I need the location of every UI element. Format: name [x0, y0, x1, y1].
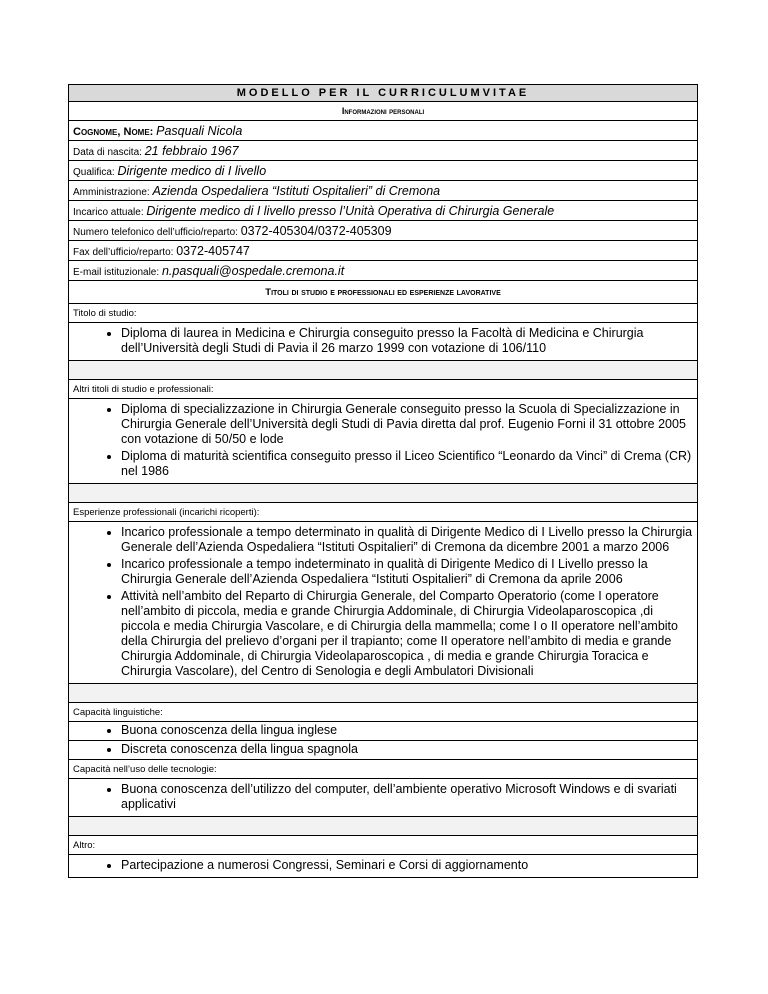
list-item: • Attività nell’ambito del Reparto di Chirurgia Generale, del Comparto Operatorio (come I operatore nell’ambito di piccola, media e grande Chirurgia Addominale, di Chirurgia Videolaparoscopica ,di piccola e media Chirurgia Vascolare, e di Chirurgia della mammella; come I o II operatore nell’ambito della Chirurgia del prelievo d’organi per il trapianto; come II operatore nell’ambito di media e grande Chirurgia Addominale, di Chirurgia Videolaparoscopica , di media e grande Chirurgia Toracica e Chirurgia Vascolare), del Centro di Senologia e degli Ambulatori Divisionali	[121, 589, 693, 679]
admin-label: Amministrazione:	[73, 186, 150, 198]
name-label: Cognome, Nome:	[73, 125, 154, 138]
role-row	[69, 161, 698, 181]
altro-content	[69, 855, 698, 878]
phone-label: Numero telefonico dell’ufficio/reparto:	[73, 226, 238, 238]
cv-table	[68, 84, 698, 878]
document-title: MODELLO PER IL CURRICULUMVITAE	[69, 85, 698, 102]
tecnologie-label: Capacità nell’uso delle tecnologie:	[69, 760, 698, 779]
lingue-item-1-cell	[69, 741, 698, 760]
studio-list	[73, 326, 693, 356]
fax-row	[69, 241, 698, 261]
esperienze-label: Esperienze professionali (incarichi ricoperti):	[69, 503, 698, 522]
cv-document	[68, 84, 698, 878]
lingue-label: Capacità linguistiche:	[69, 703, 698, 722]
job-value: Dirigente medico di I livello presso l’Unità Operativa di Chirurgia Generale	[146, 203, 555, 218]
admin-value: Azienda Ospedaliera “Istituti Ospitalieri” di Cremona	[152, 183, 441, 198]
email-row	[69, 261, 698, 281]
altro-label: Altro:	[69, 836, 698, 855]
birth-row	[69, 141, 698, 161]
esperienze-content	[69, 522, 698, 684]
name-value: Pasquali Nicola	[156, 123, 243, 138]
tecnologie-content	[69, 779, 698, 817]
name-row	[69, 121, 698, 141]
altro-list	[73, 858, 693, 873]
studio-content	[69, 323, 698, 361]
list-item: • Incarico professionale a tempo indeterminato in qualità di Dirigente Medico di I Livello presso la Chirurgia Generale dell’Azienda Ospedaliera “Istituti Ospitalieri” di Cremona da aprile 2006	[121, 557, 693, 587]
altri-titoli-content	[69, 399, 698, 484]
email-label: E-mail istituzionale:	[73, 266, 160, 278]
birth-label: Data di nascita:	[73, 146, 142, 158]
altri-titoli-label: Altri titoli di studio e professionali:	[69, 380, 698, 399]
list-item: • Diploma di laurea in Medicina e Chirurgia conseguito presso la Facoltà di Medicina e Chirurgia dell’Università degli Studi di Pavia il 26 marzo 1999 con votazione di 106/110	[121, 326, 693, 356]
spacer-row	[69, 684, 698, 703]
spacer-row	[69, 817, 698, 836]
list-item: • Buona conoscenza dell’utilizzo del computer, dell’ambiente operativo Microsoft Windows e di svariati applicativi	[121, 782, 693, 812]
esperienze-list	[73, 525, 693, 679]
tecnologie-list	[73, 782, 693, 812]
spacer-row	[69, 484, 698, 503]
fax-label: Fax dell’ufficio/reparto:	[73, 246, 174, 258]
role-value: Dirigente medico di I livello	[117, 163, 267, 178]
spacer-row	[69, 361, 698, 380]
fax-value: 0372-405747	[176, 243, 250, 258]
admin-row	[69, 181, 698, 201]
list-item: • Buona conoscenza della lingua inglese	[121, 723, 693, 738]
list-item: • Diploma di maturità scientifica conseguito presso il Liceo Scientifico “Leonardo da Vinci” di Crema (CR) nel 1986	[121, 449, 693, 479]
birth-value: 21 febbraio 1967	[144, 143, 239, 158]
studies-section-title: Titoli di studio e professionali ed esperienze lavorative	[69, 281, 698, 304]
altri-titoli-list	[73, 402, 693, 479]
list-item: • Diploma di specializzazione in Chirurgia Generale conseguito presso la Scuola di Specializzazione in Chirurgia Generale dell’Università degli Studi di Pavia diretta dal prof. Eugenio Forni il 31 ottobre 2005 con votazione di 50/50 e lode	[121, 402, 693, 447]
phone-row	[69, 221, 698, 241]
lingue-list-b	[73, 742, 693, 757]
studio-label: Titolo di studio:	[69, 304, 698, 323]
phone-value: 0372-405304/0372-405309	[240, 223, 392, 238]
list-item: • Incarico professionale a tempo determinato in qualità di Dirigente Medico di I Livello presso la Chirurgia Generale dell’Azienda Ospedaliera “Istituti Ospitalieri” di Cremona da dicembre 2001 a marzo 2006	[121, 525, 693, 555]
lingue-item-0-cell	[69, 722, 698, 741]
personal-section-title: Informazioni personali	[69, 102, 698, 121]
job-label: Incarico attuale:	[73, 206, 144, 218]
role-label: Qualifica:	[73, 166, 115, 178]
job-row	[69, 201, 698, 221]
lingue-list-a	[73, 723, 693, 738]
list-item: • Partecipazione a numerosi Congressi, Seminari e Corsi di aggiornamento	[121, 858, 693, 873]
list-item: • Discreta conoscenza della lingua spagnola	[121, 742, 693, 757]
email-value: n.pasquali@ospedale.cremona.it	[161, 263, 345, 278]
